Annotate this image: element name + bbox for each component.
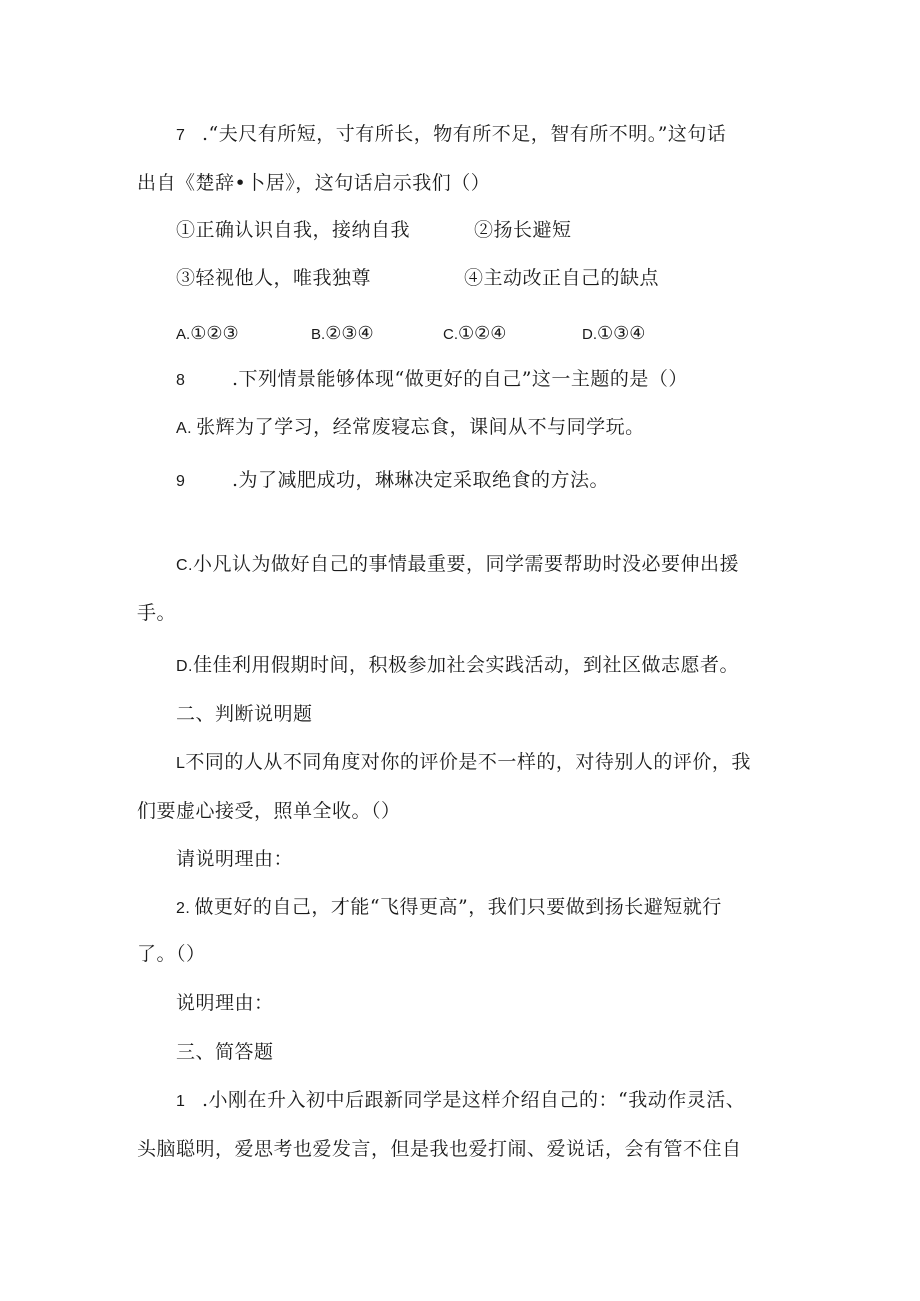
section-3-q1-line1: [176, 1088, 745, 1114]
item-9: [176, 468, 609, 494]
q7-statement-2: ②扬长避短: [474, 219, 572, 241]
q7-statement-3: ③轻视他人，唯我独尊: [176, 267, 372, 289]
q8-option-c-text-line1: 小凡认为做好自己的事情最重要，同学需要帮助时没必要伸出援: [193, 553, 740, 575]
section-2-q2-line1: [176, 895, 722, 921]
q8-option-a-label: A.: [176, 420, 193, 437]
q7-option-b: [311, 322, 374, 347]
q7-option-a-value: ①②③: [190, 323, 239, 344]
q8-number: 8: [176, 372, 186, 389]
q7-option-c-value: ①②④: [458, 323, 507, 344]
q8-option-a-text: 张辉为了学习，经常废寝忘食，课间从不与同学玩。: [196, 416, 645, 438]
q8-option-c-text-line2: 手。: [137, 602, 177, 624]
section-2-q2-text-line2: 了。（）: [137, 943, 206, 965]
q7-option-a: [176, 322, 239, 347]
q8-option-a: [176, 415, 645, 441]
q8-option-d: [176, 653, 739, 679]
q8-text: .下列情景能够体现“做更好的自己”这一主题的是（）: [231, 368, 688, 390]
q7-option-b-label: B.: [311, 326, 326, 343]
section-3-q1-number: 1: [176, 1093, 186, 1110]
q7-option-d-label: D.: [582, 326, 597, 343]
q7-option-c: [443, 322, 506, 347]
q7-option-c-label: C.: [443, 326, 458, 343]
section-2-q1-text-line1: 不同的人从不同角度对你的评价是不一样的，对待别人的评价，我: [185, 751, 751, 773]
section-2-title: 二、判断说明题: [176, 703, 313, 725]
section-3-title: 三、简答题: [176, 1041, 274, 1063]
q7-option-b-value: ②③④: [325, 323, 374, 344]
q8-option-c-line1: [176, 552, 739, 578]
q8-option-d-text: 佳佳利用假期时间，积极参加社会实践活动，到社区做志愿者。: [193, 654, 740, 676]
q7-statement-1: ①正确认识自我，接纳自我: [176, 219, 411, 241]
item-9-number: 9: [176, 473, 186, 490]
q7-option-d-value: ①③④: [597, 323, 646, 344]
section-2-q2-label: 2.: [176, 900, 191, 917]
q7-line1: [176, 122, 726, 148]
q7-text-line2: 出自《楚辞•卜居》，这句话启示我们（）: [137, 172, 491, 194]
q7-statement-4: ④主动改正自己的缺点: [464, 267, 660, 289]
section-2-q1-label: L: [176, 755, 186, 772]
section-2-q1-line1: [176, 750, 751, 776]
q7-number: 7: [176, 127, 186, 144]
q8-option-c-label: C.: [176, 557, 193, 574]
section-2-q2-reason: 说明理由：: [176, 992, 274, 1014]
section-2-q1-text-line2: 们要虚心接受，照单全收。（）: [137, 800, 401, 822]
item-9-text: .为了减肥成功，琳琳决定采取绝食的方法。: [231, 469, 609, 491]
q7-option-d: [582, 322, 645, 347]
q8-option-d-label: D.: [176, 658, 193, 675]
q8-line: [176, 367, 688, 393]
section-3-q1-text-line1: .小刚在升入初中后跟新同学是这样介绍自己的：“我动作灵活、: [201, 1089, 746, 1111]
section-2-q1-reason: 请说明理由：: [176, 848, 294, 870]
section-3-q1-text-line2: 头脑聪明，爱思考也爱发言，但是我也爱打闹、爱说话，会有管不住自: [137, 1138, 742, 1160]
section-2-q2-text-line1: 做更好的自己，才能“飞得更高”，我们只要做到扬长避短就行: [194, 896, 722, 918]
q7-text-line1: .“夫尺有所短，寸有所长，物有所不足，智有所不明。”这句话: [201, 123, 727, 145]
q7-option-a-label: A.: [176, 326, 191, 343]
